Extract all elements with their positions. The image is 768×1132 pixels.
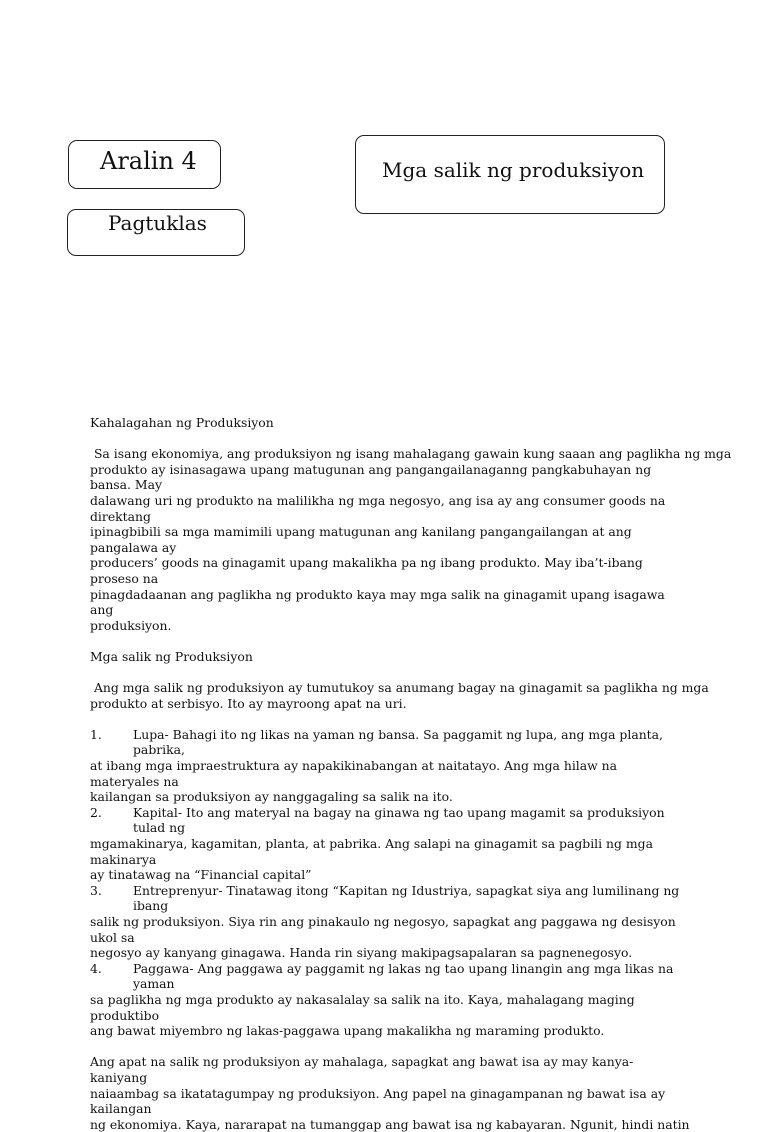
section-label: Pagtuklas: [108, 211, 207, 235]
list-line: Paggawa- Ang paggawa ay paggamit ng lakas ng tao upang linangin ang mga likas na yaman: [133, 960, 674, 992]
list-line: Kapital- Ito ang materyal na bagay na ginawa ng tao upang magamit sa produksiyon tulad ng: [133, 804, 665, 836]
list-line: Lupa- Bahagi ito ng likas na yaman ng bansa. Sa paggamit ng lupa, ang mga planta, pabrika,: [133, 726, 663, 758]
paragraph-line: produksiyon.: [90, 617, 172, 633]
document-body: [90, 415, 732, 1132]
paragraph-line: Sa isang ekonomiya, ang produksiyon ng isang mahalagang gawain kung saaan ang paglikha ng mga: [90, 446, 732, 462]
list-item: [90, 805, 690, 883]
section-label-box: [67, 209, 245, 256]
list-item: [90, 727, 690, 805]
paragraph-line: ng ekonomiya. Kaya, nararapat na tumanggap ang bawat isa ng kabayaran. Ngunit, hindi natin: [90, 1116, 690, 1132]
list-line: salik ng produksiyon. Siya rin ang pinakaulo ng negosyo, sapagkat ang paggawa ng desisyon ukol sa: [90, 914, 676, 945]
paragraph-importance: [90, 446, 732, 633]
list-number: 4.: [90, 960, 102, 976]
list-number: 2.: [90, 804, 102, 820]
paragraph-line: pinagdadaanan ang paglikha ng produkto kaya may mga salik na ginagamit upang isagawa ang: [90, 586, 665, 618]
paragraph-line: Ang mga salik ng produksiyon ay tumutukoy sa anumang bagay na ginagamit sa paglikha ng mga: [90, 680, 709, 696]
list-item: [90, 883, 690, 961]
list-number: 3.: [90, 882, 102, 898]
paragraph-line: producers’ goods na ginagamit upang makalikha pa ng ibang produkto. May iba’t-ibang proseso na: [90, 555, 643, 586]
paragraph-line: dalawang uri ng produkto na malilikha ng mga negosyo, ang isa ay ang consumer goods na direktang: [90, 492, 666, 524]
list-item: [90, 961, 690, 1039]
list-line: ay tinatawag na “Financial capital”: [90, 867, 312, 883]
paragraph-line: Ang apat na salik ng produksiyon ay mahalaga, sapagkat ang bawat isa ay may kanya-kaniyang: [90, 1054, 634, 1085]
list-line: kailangan sa produksiyon ay nanggagaling sa salik na ito.: [90, 789, 453, 805]
lesson-label: Aralin 4: [100, 147, 197, 175]
paragraph-line: naiaambag sa ikatatagumpay ng produksiyon. Ang papel na ginagampanan ng bawat isa ay kailangan: [90, 1085, 666, 1117]
list-line: ang bawat miyembro ng lakas-paggawa upang makalikha ng maraming produkto.: [90, 1023, 605, 1039]
paragraph-line: ipinagbibili sa mga mamimili upang matugunan ang kanilang pangangailangan at ang pangalawa ay: [90, 524, 632, 555]
paragraph-line: produkto ay isinasagawa upang matugunan ang pangangailanaganng pangkabuhayan ng bansa. May: [90, 461, 652, 493]
heading-importance: Kahalagahan ng Produksiyon: [90, 415, 274, 430]
paragraph-conclusion: [90, 1054, 690, 1132]
paragraph-line: produkto at serbisyo. Ito ay mayroong apat na uri.: [90, 695, 407, 711]
heading-factors: Mga salik ng Produksiyon: [90, 648, 253, 664]
list-line: Entreprenyur- Tinatawag itong “Kapitan ng Idustriya, sapagkat siya ang lumilinang ng ibang: [133, 882, 680, 914]
list-line: mgamakinarya, kagamitan, planta, at pabrika. Ang salapi na ginagamit sa pagbili ng mga makinarya: [90, 836, 653, 867]
list-number: 1.: [90, 726, 102, 742]
list-line: negosyo ay kanyang ginagawa. Handa rin siyang makipagsapalaran sa pagnenegosyo.: [90, 945, 633, 961]
topic-title-box: [355, 135, 665, 214]
list-line: at ibang mga impraestruktura ay napakikinabangan at naitatayo. Ang mga hilaw na materyales na: [90, 758, 618, 789]
lesson-label-box: [68, 140, 221, 189]
factors-list: [90, 727, 690, 1039]
paragraph-factors: [90, 680, 709, 711]
topic-title: Mga salik ng produksiyon: [382, 158, 645, 182]
list-line: sa paglikha ng mga produkto ay nakasalalay sa salik na ito. Kaya, mahalagang maging produktibo: [90, 991, 635, 1023]
